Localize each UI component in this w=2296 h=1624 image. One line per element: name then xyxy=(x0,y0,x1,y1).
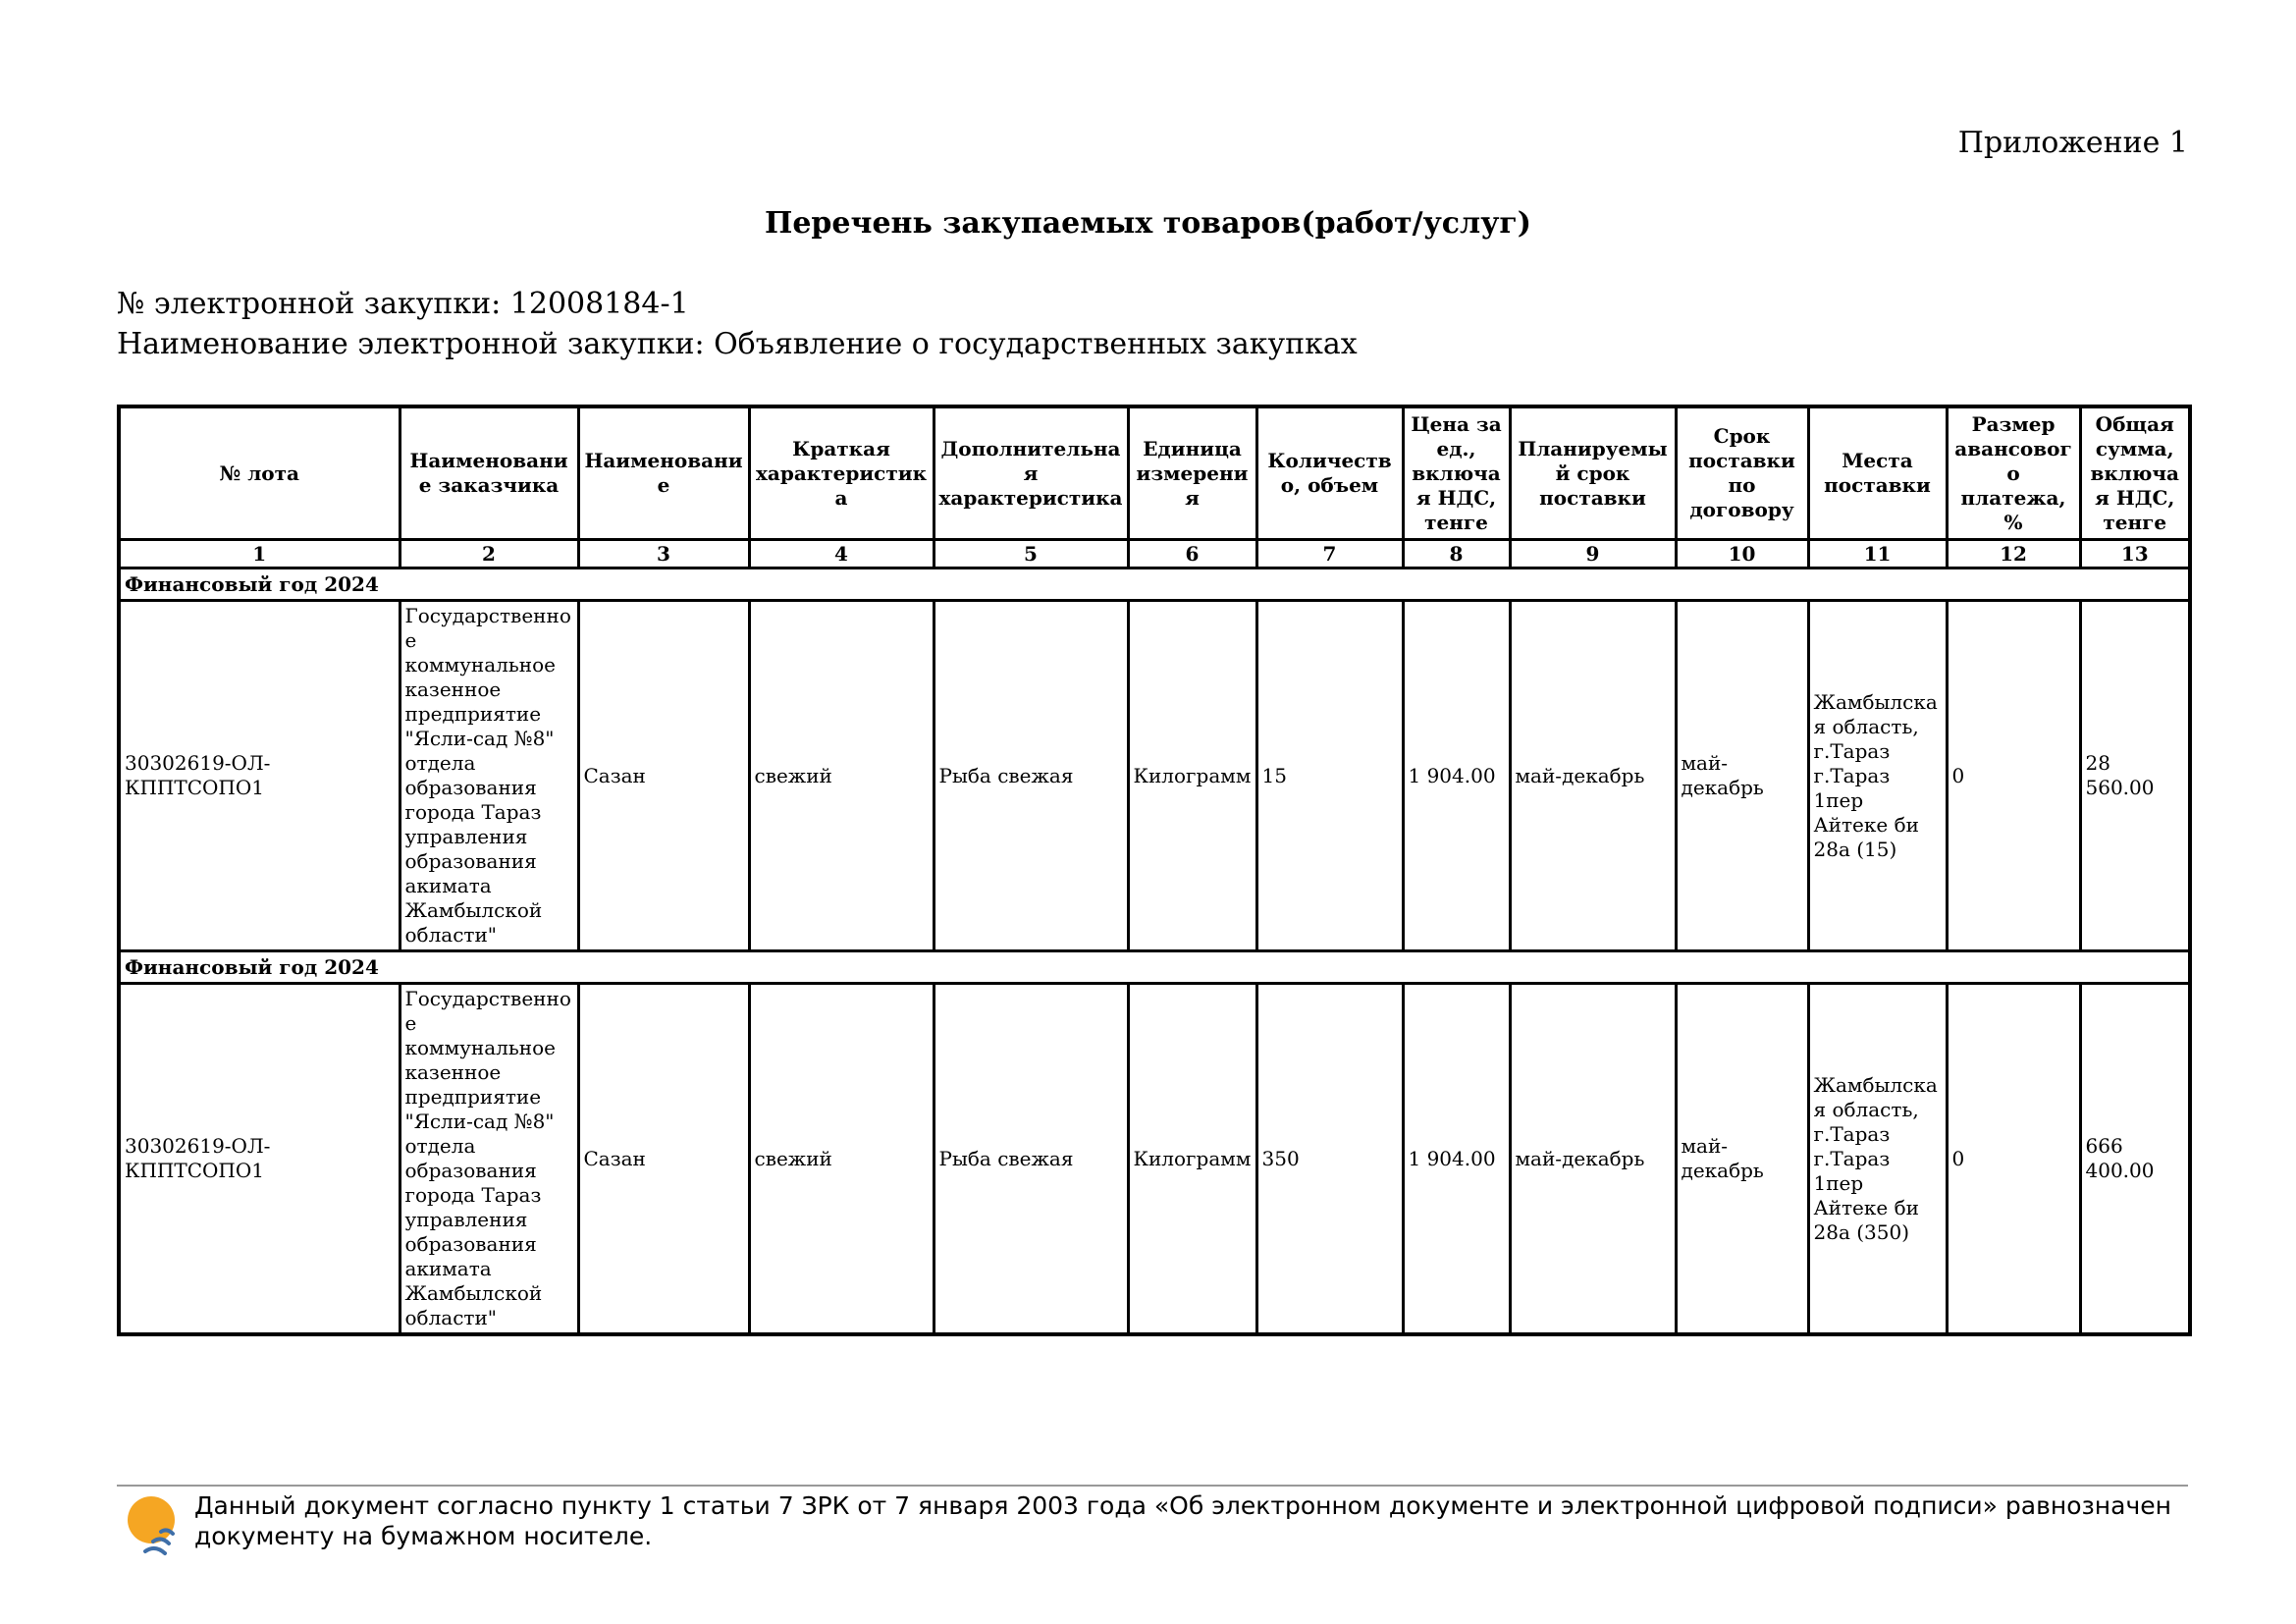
cell-advance-payment: 0 xyxy=(1947,601,2080,951)
appendix-label: Приложение 1 xyxy=(1957,126,2188,160)
cell-contract-delivery: май-декабрь xyxy=(1676,601,1808,951)
column-number: 2 xyxy=(400,540,578,568)
cell-planned-delivery: май-декабрь xyxy=(1510,984,1676,1335)
header-total-sum: Общая сумма, включая НДС, тенге xyxy=(2080,406,2190,540)
cell-unit: Килограмм xyxy=(1128,601,1256,951)
cell-customer: Государственное коммунальное казенное предприятие "Ясли-сад №8" отдела образования города Тараз управления образования акимата Жамбылской области" xyxy=(400,984,578,1335)
cell-short-description: свежий xyxy=(749,601,934,951)
column-number: 13 xyxy=(2080,540,2190,568)
cell-unit-price: 1 904.00 xyxy=(1403,984,1510,1335)
header-unit: Единица измерения xyxy=(1128,406,1256,540)
column-number: 10 xyxy=(1676,540,1808,568)
column-number: 5 xyxy=(934,540,1128,568)
cell-name: Сазан xyxy=(578,984,749,1335)
header-extra-description: Дополнительная характеристика xyxy=(934,406,1128,540)
financial-year-label: Финансовый год 2024 xyxy=(119,568,2190,601)
column-number: 7 xyxy=(1256,540,1403,568)
cell-lot-number: 30302619-ОЛ-КППТСОПО1 xyxy=(119,601,400,951)
cell-contract-delivery: май-декабрь xyxy=(1676,984,1808,1335)
column-number: 12 xyxy=(1947,540,2080,568)
cell-customer: Государственное коммунальное казенное предприятие "Ясли-сад №8" отдела образования города Тараз управления образования акимата Жамбылской области" xyxy=(400,601,578,951)
cell-planned-delivery: май-декабрь xyxy=(1510,601,1676,951)
header-advance-payment: Размер авансового платежа, % xyxy=(1947,406,2080,540)
procurement-number: № электронной закупки: 12008184-1 xyxy=(117,287,689,321)
header-lot-number: № лота xyxy=(119,406,400,540)
column-number: 11 xyxy=(1808,540,1947,568)
cell-quantity: 350 xyxy=(1256,984,1403,1335)
financial-year-row xyxy=(119,951,2190,984)
column-number: 1 xyxy=(119,540,400,568)
cell-unit-price: 1 904.00 xyxy=(1403,601,1510,951)
egov-sun-logo-icon xyxy=(122,1492,187,1557)
cell-lot-number: 30302619-ОЛ-КППТСОПО1 xyxy=(119,984,400,1335)
procurement-name: Наименование электронной закупки: Объявление о государственных закупках xyxy=(117,327,1358,361)
cell-quantity: 15 xyxy=(1256,601,1403,951)
cell-total-sum: 666 400.00 xyxy=(2080,984,2190,1335)
header-unit-price: Цена за ед., включая НДС, тенге xyxy=(1403,406,1510,540)
column-number: 3 xyxy=(578,540,749,568)
cell-extra-description: Рыба свежая xyxy=(934,601,1128,951)
footer-legal-text: Данный документ согласно пункту 1 статьи 7 ЗРК от 7 января 2003 года «Об электронном документе и электронной цифровой подписи» равнозначен документу на бумажном носителе. xyxy=(194,1491,2171,1551)
header-short-description: Краткая характеристика xyxy=(749,406,934,540)
column-number: 4 xyxy=(749,540,934,568)
cell-advance-payment: 0 xyxy=(1947,984,2080,1335)
header-name: Наименование xyxy=(578,406,749,540)
header-customer: Наименование заказчика xyxy=(400,406,578,540)
header-row xyxy=(119,406,2190,540)
financial-year-row xyxy=(119,568,2190,601)
column-number: 8 xyxy=(1403,540,1510,568)
cell-total-sum: 28 560.00 xyxy=(2080,601,2190,951)
footer-divider xyxy=(117,1485,2188,1487)
cell-short-description: свежий xyxy=(749,984,934,1335)
header-planned-delivery: Планируемый срок поставки xyxy=(1510,406,1676,540)
financial-year-label: Финансовый год 2024 xyxy=(119,951,2190,984)
column-number-row xyxy=(119,540,2190,568)
header-contract-delivery: Срок поставки по договору xyxy=(1676,406,1808,540)
cell-extra-description: Рыба свежая xyxy=(934,984,1128,1335)
table-row xyxy=(119,984,2190,1335)
cell-delivery-place: Жамбылская область, г.Тараз г.Тараз 1пер Айтеке би 28а (350) xyxy=(1808,984,1947,1335)
cell-delivery-place: Жамбылская область, г.Тараз г.Тараз 1пер Айтеке би 28а (15) xyxy=(1808,601,1947,951)
document-title: Перечень закупаемых товаров(работ/услуг) xyxy=(765,206,1531,241)
header-delivery-place: Места поставки xyxy=(1808,406,1947,540)
lots-table xyxy=(117,405,2192,1336)
column-number: 9 xyxy=(1510,540,1676,568)
header-quantity: Количество, объем xyxy=(1256,406,1403,540)
cell-name: Сазан xyxy=(578,601,749,951)
column-number: 6 xyxy=(1128,540,1256,568)
table-row xyxy=(119,601,2190,951)
cell-unit: Килограмм xyxy=(1128,984,1256,1335)
